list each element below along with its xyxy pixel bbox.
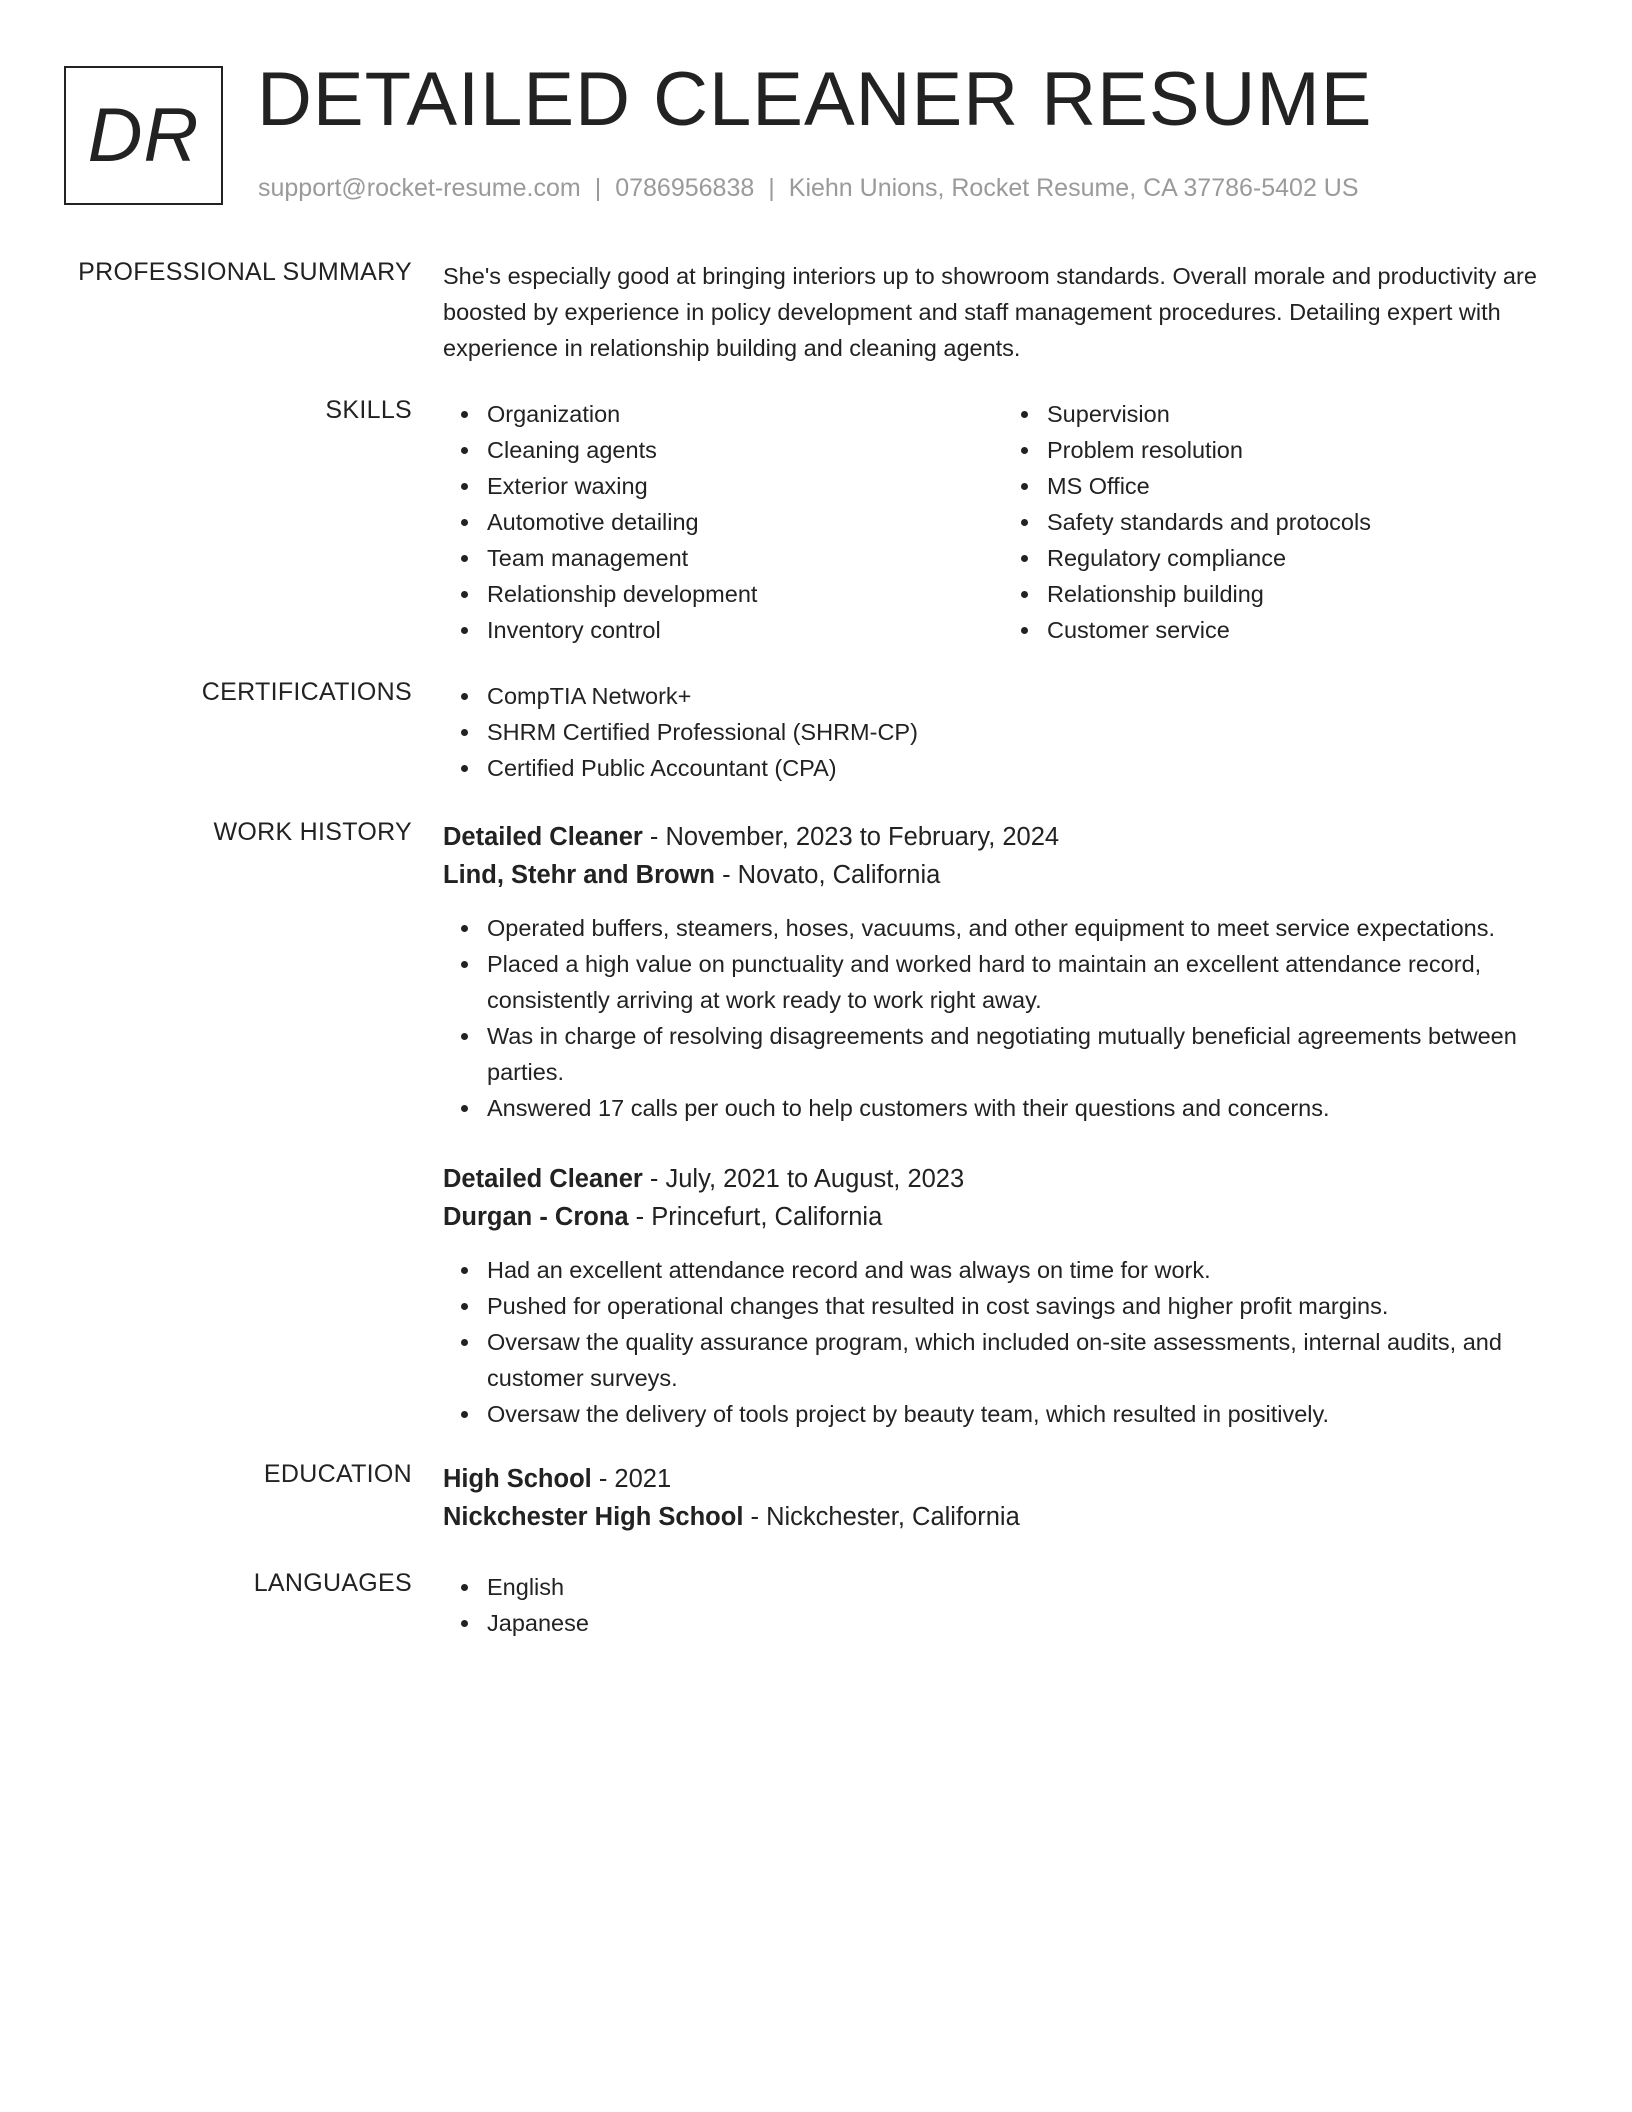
education-body — [443, 1460, 1563, 1536]
list-item: Customer service — [1047, 612, 1563, 648]
summary-heading: PROFESSIONAL SUMMARY — [78, 258, 412, 286]
education-degree: High School — [443, 1465, 592, 1493]
job-title-line — [443, 818, 1563, 856]
certifications-list — [443, 678, 1563, 786]
list-item: Problem resolution — [1047, 432, 1563, 468]
education-degree-line — [443, 1460, 1563, 1498]
list-item: English — [487, 1569, 1563, 1605]
summary-text: She's especially good at bringing interiors up to showroom standards. Overall morale and productivity are boosted by experience in policy development and staff management procedures. Detailing expert with experience in relationship building and cleaning agents. — [443, 263, 1537, 361]
list-item: Operated buffers, steamers, hoses, vacuums, and other equipment to meet service expectations. — [487, 910, 1563, 946]
job-company-line — [443, 1198, 1563, 1236]
list-item: Exterior waxing — [487, 468, 1003, 504]
education-school-line — [443, 1498, 1563, 1536]
list-item: MS Office — [1047, 468, 1563, 504]
education-location: - Nickchester, California — [743, 1503, 1020, 1531]
job-bullets — [443, 1252, 1563, 1432]
job-title: Detailed Cleaner — [443, 823, 643, 851]
job-dates: - July, 2021 to August, 2023 — [642, 1165, 965, 1193]
list-item: Automotive detailing — [487, 504, 1003, 540]
list-item: Team management — [487, 540, 1003, 576]
list-item: CompTIA Network+ — [487, 678, 1563, 714]
certifications-body — [443, 678, 1563, 786]
list-item: Pushed for operational changes that resulted in cost savings and higher profit margins. — [487, 1288, 1563, 1324]
list-item: Organization — [487, 396, 1003, 432]
list-item: Safety standards and protocols — [1047, 504, 1563, 540]
skills-list-right — [1003, 396, 1563, 648]
contact-address: Kiehn Unions, Rocket Resume, CA 37786-5402 US — [788, 174, 1359, 202]
skills-grid — [443, 396, 1563, 648]
languages-body — [443, 1569, 1563, 1641]
monogram-logo — [64, 66, 223, 205]
work-history-heading: WORK HISTORY — [213, 818, 412, 846]
skills-list-left — [443, 396, 1003, 648]
job-company: Durgan - Crona — [443, 1203, 629, 1231]
list-item: SHRM Certified Professional (SHRM-CP) — [487, 714, 1563, 750]
list-item: Was in charge of resolving disagreements and negotiating mutually beneficial agreements between parties. — [487, 1018, 1563, 1090]
languages-heading: LANGUAGES — [253, 1569, 412, 1597]
job-location: - Novato, California — [715, 861, 941, 889]
job-company-line — [443, 856, 1563, 894]
education-school: Nickchester High School — [443, 1503, 744, 1531]
resume-title: DETAILED CLEANER RESUME — [257, 57, 1373, 142]
contact-email: support@rocket-resume.com — [258, 174, 581, 202]
list-item: Relationship development — [487, 576, 1003, 612]
list-item: Answered 17 calls per ouch to help customers with their questions and concerns. — [487, 1090, 1563, 1126]
list-item: Placed a high value on punctuality and worked hard to maintain an excellent attendance record, consistently arriving at work ready to work right away. — [487, 946, 1563, 1018]
job-title: Detailed Cleaner — [443, 1165, 643, 1193]
list-item: Relationship building — [1047, 576, 1563, 612]
contact-separator: | — [594, 174, 602, 202]
job-entry — [443, 1160, 1563, 1432]
list-item: Oversaw the delivery of tools project by beauty team, which resulted in positively. — [487, 1396, 1563, 1432]
work-history-body — [443, 818, 1563, 1432]
contact-phone: 0786956838 — [615, 174, 755, 202]
certifications-heading: CERTIFICATIONS — [201, 678, 412, 706]
education-heading: EDUCATION — [263, 1460, 412, 1488]
list-item: Regulatory compliance — [1047, 540, 1563, 576]
contact-separator: | — [768, 174, 775, 202]
job-location: - Princefurt, California — [628, 1203, 883, 1231]
list-item: Oversaw the quality assurance program, which included on-site assessments, internal audits, and customer surveys. — [487, 1324, 1563, 1396]
list-item: Japanese — [487, 1605, 1563, 1641]
monogram-text: DR — [87, 93, 200, 178]
skills-body — [443, 396, 1563, 648]
job-title-line — [443, 1160, 1563, 1198]
list-item: Supervision — [1047, 396, 1563, 432]
education-year: - 2021 — [591, 1465, 672, 1493]
contact-line — [258, 174, 1359, 203]
skills-heading: SKILLS — [325, 396, 412, 424]
job-company: Lind, Stehr and Brown — [443, 861, 715, 889]
languages-list — [443, 1569, 1563, 1641]
job-bullets — [443, 910, 1563, 1126]
list-item: Had an excellent attendance record and was always on time for work. — [487, 1252, 1563, 1288]
list-item: Cleaning agents — [487, 432, 1003, 468]
list-item: Certified Public Accountant (CPA) — [487, 750, 1563, 786]
job-dates: - November, 2023 to February, 2024 — [642, 823, 1060, 851]
job-entry — [443, 818, 1563, 1126]
list-item: Inventory control — [487, 612, 1003, 648]
